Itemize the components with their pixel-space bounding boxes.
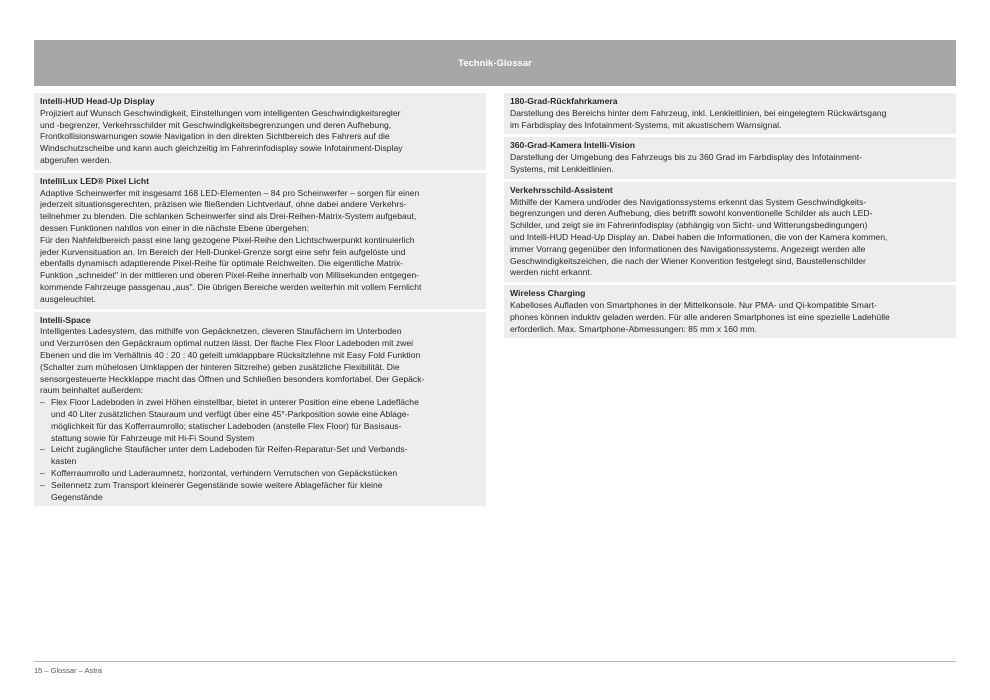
page-footer: 15 – Glossar – Astra: [34, 666, 102, 675]
right-column: [504, 93, 956, 341]
bullet-list: [40, 397, 480, 503]
list-item: – Kofferraumrollo und Laderaumnetz, horizontal, verhindern Verrutschen von Gepäckstücken: [40, 468, 480, 480]
glossary-header: [34, 40, 956, 86]
entry-text: Projiziert auf Wunsch Geschwindigkeit, Einstellungen vom intelligenten Geschwindigkeitsregler und -begrenzer, Verkehrsschilder mit Geschwindigkeitsbegrenzungen und deren Aufhebung, Frontkollisionswarnungen sowie Navigation in den direkten Sichtbereich des Fahrers auf die Windschutzscheibe und kann auch gleichzeitig im Fahrerinfodisplay sowie Infotainment-Display abgerufen werden.: [40, 107, 403, 165]
glossary-entry-rear-camera: [504, 93, 956, 134]
page-title: Technik-Glossar: [458, 57, 532, 69]
left-column: [34, 93, 486, 509]
footer-divider: [34, 661, 956, 662]
glossary-entry-intelli-space: [34, 312, 486, 507]
entry-title: 360-Grad-Kamera Intelli-Vision: [510, 140, 635, 151]
list-item: – Leicht zugängliche Staufächer unter dem Ladeboden für Reifen-Reparatur-Set und Verbands- kasten: [40, 444, 480, 468]
entry-title: Intelli-HUD Head-Up Display: [40, 96, 155, 106]
entry-title: 180-Grad-Rückfahrkamera: [510, 96, 618, 106]
glossary-entry-360-camera: [504, 137, 956, 178]
entry-title: Wireless Charging: [510, 288, 586, 299]
glossary-entry-traffic-sign-assistant: [504, 182, 956, 282]
entry-title: Verkehrsschild-Assistent: [510, 184, 613, 195]
glossary-entry-intellilux: [34, 173, 486, 309]
entry-title: Intelli-Space: [40, 314, 91, 325]
entry-text: Mithilfe der Kamera und/oder des Navigationssystems erkennt das System Geschwindigkeits- begrenzungen und deren Aufhebung, dies betrifft sowohl konventionelle Schilder als auch LED- Schilder, und zeigt sie im Fahrerinfodisplay (abhängig von Sicht- und Witterungsbedingungen) und Intelli-HUD Head-Up Display an. Dabei haben die Informationen, die von der Kamera kommen, immer Vorrang gegenüber den Informationen des Navigationssystems. Angezeigt werden alle Geschwindigkeitszeichen, die nach der Wiener Konvention festgelegt sind, Baustellenschilder werden nicht erkannt.: [510, 196, 888, 278]
list-item: – Seitennetz zum Transport kleinerer Gegenstände sowie weitere Ablagefächer für kleine Gegenstände: [40, 480, 480, 504]
glossary-entry-wireless-charging: [504, 285, 956, 338]
entry-text: Darstellung der Umgebung des Fahrzeugs bis zu 360 Grad im Farbdisplay des Infotainment- Systems, mit Lenkleitlinien.: [510, 152, 863, 174]
list-item: – Flex Floor Ladeboden in zwei Höhen einstellbar, bietet in unterer Position eine ebene Ladefläche und 40 Liter zusätzlichen Stauraum und verfügt über eine 45°-Parkposition sowie eine Ablage- möglichkeit für das Kofferraumrollo; statischer Ladeboden (anstelle Flex Floor) für Basisaus- stattung sowie für Fahrzeuge mit Hi-Fi Sound System: [40, 397, 480, 444]
entry-text: Darstellung des Bereichs hinter dem Fahrzeug, inkl. Lenkleitlinien, bei eingelegtem Rückwärtsgang im Farbdisplay des Infotainment-Systems, mit akustischem Warnsignal.: [510, 107, 887, 130]
entry-text: Intelligentes Ladesystem, das mithilfe von Gepäcknetzen, cleveren Staufächern im Unterboden und Verzurrösen den Gepäckraum optimal nutzen lässt. Der flache Flex Floor Ladeboden mit zwei Ebenen und die im Verhältnis 40 : 20 : 40 geteilt umklappbare Rücksitzlehne mit Easy Fold Funktion (Schalter zum mühelosen Umklappen der hinteren Sitzreihe) geben zusätzliche Flexibilität. Die sensorgesteuerte Heckklappe macht das Öffnen und Schließen besonders komfortabel. Der Gepäck- raum beinhaltet außerdem:: [40, 326, 425, 396]
entry-text: Adaptive Scheinwerfer mit insgesamt 168 LED-Elementen – 84 pro Scheinwerfer – sorgen für einen jederzeit situationsgerechten, präzisen wie fließenden Lichtverlauf, ohne dabei andere Verkehrs- teilnehmer zu blenden. Die schlanken Scheinwerfer sind als Drei-Reihen-Matrix-System aufgebaut, dessen Funktionen nahtlos von einer in die nächste Ebene übergehen: Für den Nahfeldbereich passt eine lang gezogene Pixel-Reihe den Lichtschwerpunkt kontinuierlich jeder Kurvensituation an. Im Bereich der Hell-Dunkel-Grenze sorgt eine sehr fein aufgelöste und ebenfalls dynamisch adaptierende Pixel-Reihe für optimale Reichweiten. Die eigentliche Matrix- Funktion „schneidet" in der mittleren und oberen Pixel-Reihe innerhalb von Millisekunden entgegen- kommende Fahrzeuge passgenau „aus". Die übrigen Bereiche werden weiterhin mit vollem Fernlicht ausgeleuchtet.: [40, 187, 422, 304]
glossary-entry-intelli-hud: [34, 93, 486, 170]
entry-text: Kabelloses Aufladen von Smartphones in der Mittelkonsole. Nur PMA- und Qi-kompatible Smart- phones können induktiv geladen werden. Für alle anderen Smartphones ist eine spezielle Ladehülle erforderlich. Max. Smartphone-Abmessungen: 85 mm x 160 mm.: [510, 299, 890, 334]
entry-title: IntelliLux LED® Pixel Licht: [40, 175, 149, 186]
